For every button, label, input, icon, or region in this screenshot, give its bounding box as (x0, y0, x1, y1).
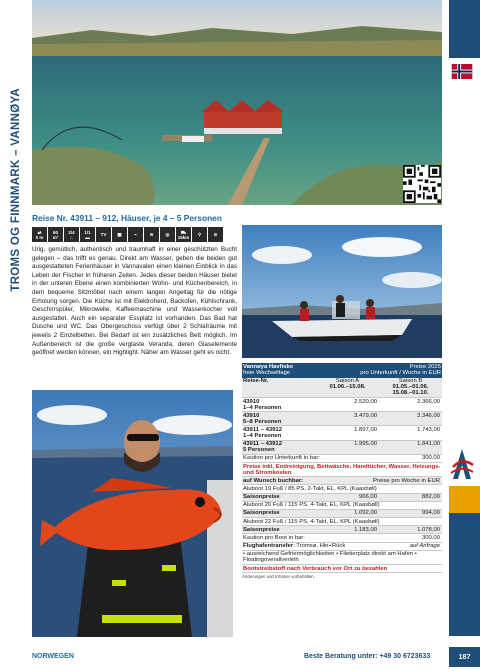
tv-icon: TV (96, 227, 111, 242)
fireplace-icon: ▦ (112, 227, 127, 242)
boat-price-row: Saisonpreise 966,00 882,00 (243, 494, 440, 501)
features-row: • ausreichend Gefriermöglichkeiten • Filetierplatz direkt am Hafen • Floatingoverallverleih (242, 551, 442, 565)
table-row: 43911 – 43912 5 Personen 1.995,00 1.841,00 (243, 441, 440, 454)
washer-icon: ◎ (160, 227, 175, 242)
column-season-a: Saison A 01.06.–15.08. (329, 378, 366, 391)
offer-description: Urig, gemütlich, authentisch und traumhaft in einer geschützten Bucht gelegen – das trifft es genau. Direkt am Wasser, geben die beiden gut ausgestatteten Ferienhäuser in Vannavalen einen kleinen Einblick in das Leben der Fischer in früheren Zeiten. Jedes dieser beiden Häuser bietet in der unteren Ebene einen kombinierten Wohn- und Küchenbereich, in dem bequeme Sitzmöbel nach einem langen Angeltag für die nötige Erholung sorgen. Die Küche ist mit Elektroherd, Backofen, Kühlschrank, Geschirrspüler, Mikrowelle, Kaffeemaschine und Wasserkocher voll ausgestattet. Auch ein separater Essplatz ist vorhanden. Das Bad hat Dusche und WC. Das Obergeschoss verfügt über 2 Schlafräume mit jeweils 2 Einzelbetten. Bei Bedarf ist ein zusätzliches Bett möglich. Im Außenbereich ist die große verglaste Veranda, deren Glaselemente geöffnet werden können, ein Highlight. Näher am Wasser geht es nicht. (32, 246, 237, 357)
distance-icon: ⇄ 0 m (32, 227, 47, 242)
smoking-icon: ⌁ (128, 227, 143, 242)
deposit-row: Kaution pro Unterkunft in bar: 300,00 (243, 455, 440, 462)
page-number: 187 (449, 647, 480, 667)
fine-print: Änderungen und Irrtümer vorbehalten. (242, 574, 315, 580)
brand-logo-icon (449, 445, 475, 485)
rooms-icon: 2/4 ⌂ (64, 227, 79, 242)
angler-redfish-photo (32, 390, 233, 637)
main-region-vertical-title: NORDNORWEGEN (9, 523, 22, 626)
boat-desc-row: Aluboot 22 Fuß / 115 PS, 4-Takt, EL, KPL (Kaasbøll) (242, 518, 442, 526)
aerial-houses-photo (32, 0, 442, 205)
accessibility-icon: ⊘ (208, 227, 223, 242)
footer-contact[interactable]: Beste Beratung unter: +49 30 6723633 (304, 653, 431, 660)
price-table-subtitle: freie Wechseltage (243, 370, 291, 377)
price-unit-note: pro Unterkunft / Woche in EUR (360, 370, 441, 377)
boat-desc-row: Aluboot 19 Fuß / 85 PS, 2-Takt, EL, KPL (Kaasbøll) (242, 485, 442, 493)
column-season-b: Saison B 01.05.–01.06. 15.08.–01.10. (392, 378, 429, 397)
transfer-row: Flughafentransfer: Tromsø, Hin+Rück auf Anfrage (243, 543, 440, 550)
fuel-note-row: Bootstreibstoff nach Verbrauch vor Ort zu bezahlen (242, 565, 442, 573)
boat-photo (242, 225, 442, 358)
price-table-title: Vannøya Havfiske (243, 364, 294, 370)
bath-icon: 1/1 ▬ (80, 227, 95, 242)
amenity-icons (32, 227, 223, 242)
sidebar-main-tab (449, 513, 480, 636)
table-row: 43910 1–4 Personen 2.520,00 2.366,00 (243, 398, 440, 411)
price-year: Preise 2025 (409, 364, 441, 370)
distance-km-icon: ⛟ 15km (176, 227, 191, 242)
price-table-header (242, 363, 442, 378)
fishing-icon: ⚲ (192, 227, 207, 242)
accent-orange-block (449, 486, 480, 513)
offer-heading: Reise Nr. 43911 – 912, Häuser, je 4 – 5 Personen (32, 213, 222, 223)
price-table-columns (242, 378, 442, 398)
boat-deposit-row: Kaution pro Boot in bar: 300,00 (243, 535, 440, 542)
price-table (242, 363, 442, 579)
footer-country: NORWEGEN (32, 653, 74, 660)
page-footer (0, 647, 480, 671)
region-vertical-title: TROMS OG FINNMARK – VANNØYA (9, 87, 22, 292)
wifi-icon: ≋ (144, 227, 159, 242)
sidebar-top-tab (449, 0, 480, 58)
boat-desc-row: Aluboot 20 Fuß / 115 PS, 4-Takt, EL, KPL (Kaasbøll) (242, 502, 442, 510)
bookable-header: auf Wunsch buchbar: Preise pro Woche in EUR (243, 477, 440, 484)
boat-price-row: Saisonpreise 1.183,00 1.078,00 (243, 526, 440, 533)
area-icon: 60 m² (48, 227, 63, 242)
boat-price-row: Saisonpreise 1.092,00 994,00 (243, 510, 440, 517)
table-row: 43910 5–8 Personen 3.479,00 3.346,00 (243, 412, 440, 425)
table-row: 43911 – 43912 1–4 Personen 1.897,00 1.743,00 (243, 426, 440, 439)
norway-flag-icon (451, 64, 473, 79)
column-trip-number: Reise-Nr. (243, 378, 269, 385)
qr-code[interactable] (403, 165, 441, 203)
included-note: Preise inkl. Endreinigung, Bettwäsche, Handtücher, Wasser, Heizungs- und Stromkosten (243, 463, 441, 476)
